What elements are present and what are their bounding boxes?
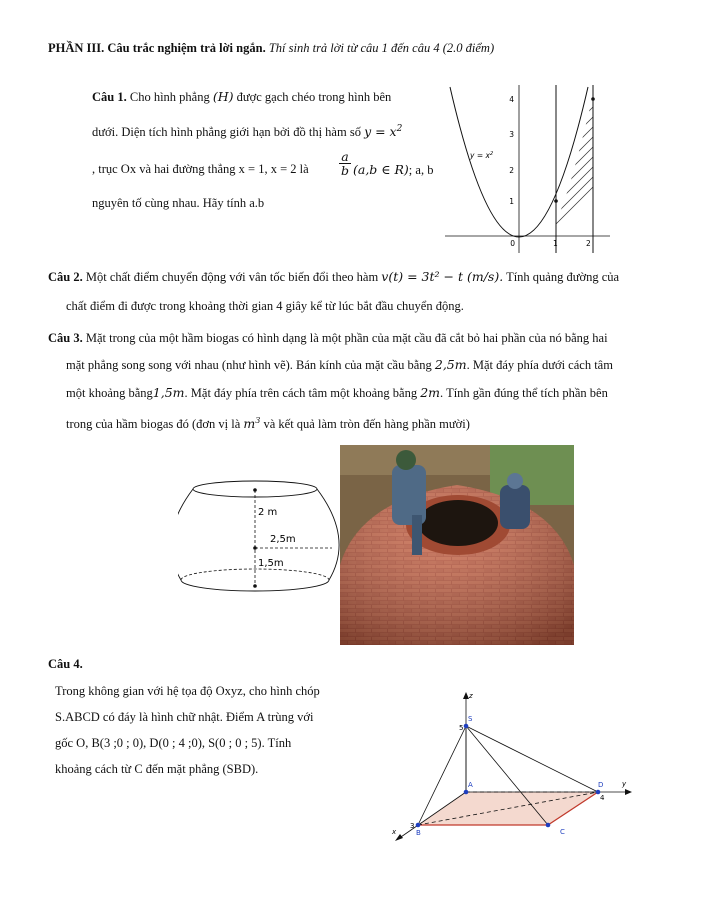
svg-text:3: 3 (410, 822, 415, 830)
q1-fraction: a b (340, 149, 349, 178)
pyramid-diagram (388, 688, 638, 850)
point-S (464, 724, 469, 729)
q3-label: Câu 3. (48, 331, 83, 345)
ytick-1: 1 (509, 197, 514, 206)
label-1-5m: 1,5m (258, 558, 284, 569)
q1-function: $y = x^2$ (364, 124, 403, 140)
point-B (416, 823, 421, 828)
svg-text:x: x (392, 828, 397, 836)
svg-text:4: 4 (600, 794, 605, 802)
point-A (464, 790, 469, 795)
ytick-4: 4 (509, 95, 514, 104)
xtick-1: 1 (553, 239, 558, 248)
svg-text:C: C (560, 828, 565, 836)
svg-text:D: D (598, 781, 604, 789)
q1-label: Câu 1. (92, 90, 127, 104)
svg-text:y: y (622, 780, 627, 788)
ytick-3: 3 (509, 130, 514, 139)
svg-text:B: B (416, 829, 421, 837)
q2-label: Câu 2. (48, 270, 83, 284)
curve-label: $y = x^2$ (470, 151, 494, 160)
xtick-2: 2 (586, 239, 591, 248)
biogas-photo (340, 445, 574, 645)
label-radius: 2,5m (270, 534, 296, 545)
ytick-2: 2 (509, 166, 514, 175)
label-2m: 2 m (258, 507, 278, 518)
biogas-sphere-diagram (178, 468, 340, 608)
part-instruction: Thí sinh trả lời từ câu 1 đến câu 4 (2.0 điểm) (268, 41, 495, 55)
point-x1 (554, 199, 558, 203)
xtick-0: 0 (510, 239, 515, 248)
point-x2 (591, 97, 595, 101)
part-title: PHẦN III. Câu trắc nghiệm trả lời ngắn. (48, 41, 266, 55)
q2-velocity: v(t) = 3t² − t (m/s). (381, 269, 504, 284)
q4-label: Câu 4. (48, 657, 83, 671)
parabola-graph (445, 85, 610, 255)
svg-text:5: 5 (459, 724, 464, 732)
svg-text:z: z (469, 692, 473, 700)
brick-dome-illustration (340, 445, 574, 645)
hatched-area (525, 85, 610, 255)
svg-text:S: S (468, 715, 473, 723)
point-C (546, 823, 551, 828)
svg-text:A: A (468, 781, 473, 789)
part-header (48, 40, 494, 57)
